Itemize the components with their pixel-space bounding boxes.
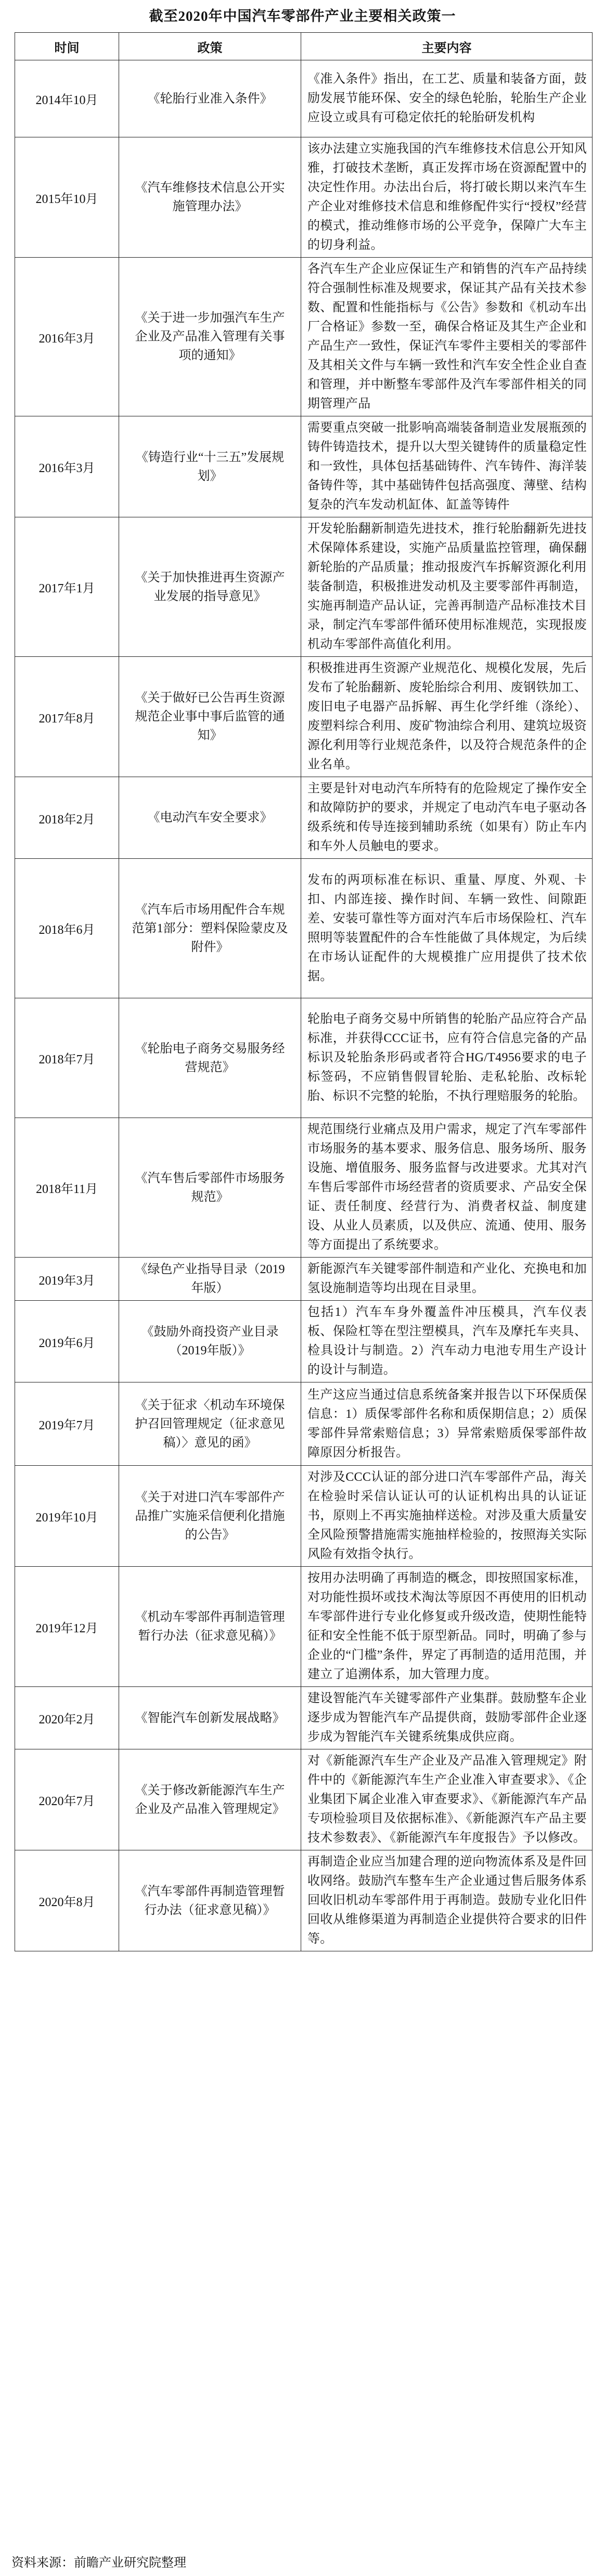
- source-note: 资料来源：前瞻产业研究院整理: [11, 2556, 186, 2570]
- row-policy: 《鼓励外商投资产业目录（2019年版）》: [119, 1301, 301, 1382]
- table-row: [15, 657, 593, 777]
- row-policy: 《汽车后市场用配件合车规范第1部分：塑料保险蒙皮及附件》: [119, 859, 301, 998]
- row-policy: 《汽车零部件再制造管理暂行办法（征求意见稿）》: [119, 1850, 301, 1951]
- table-row: [15, 60, 593, 137]
- row-policy: 《机动车零部件再制造管理暂行办法（征求意见稿）》: [119, 1567, 301, 1687]
- row-time: 2016年3月: [15, 416, 119, 517]
- row-content: 主要是针对电动汽车所特有的危险规定了操作安全和故障防护的要求，并规定了电动汽车电子驱动各级系统和传导连接到辅助系统（如果有）防止车内和车外人员触电的要求。: [301, 777, 593, 859]
- row-time: 2018年6月: [15, 859, 119, 998]
- row-content: 对《新能源汽车生产企业及产品准入管理规定》附件中的《新能源汽车生产企业准入审查要求》、《企业集团下属企业准入审查要求》、《新能源汽车产品专项检验项目及依据标准》、《新能源汽车产品主要技术参数表》、《新能源汽车年度报告》予以修改。: [301, 1749, 593, 1850]
- row-policy: 《绿色产业指导目录（2019年版）: [119, 1258, 301, 1301]
- row-policy: 《电动汽车安全要求》: [119, 777, 301, 859]
- row-time: 2020年7月: [15, 1749, 119, 1850]
- row-time: 2018年2月: [15, 777, 119, 859]
- row-time: 2019年7月: [15, 1382, 119, 1466]
- row-time: 2017年8月: [15, 657, 119, 777]
- table-row: [15, 859, 593, 998]
- row-content: 对涉及CCC认证的部分进口汽车零部件产品，海关在检验时采信认证认可的认证机构出具的认证证书，原则上不再实施抽样送检。对涉及重大质量安全风险预警措施需实施抽样检验的，按照海关实际风险有效指令执行。: [301, 1466, 593, 1567]
- row-policy: 《智能汽车创新发展战略》: [119, 1687, 301, 1749]
- row-content: 按用办法明确了再制造的概念，即按照国家标准，对功能性损坏或技术淘汰等原因不再使用的旧机动车零部件进行专业化修复或升级改造，使期性能特征和安全性能不低于原型新品。同时，明确了参与企业的“门槛”条件，界定了再制造的适用范围，并建立了追溯体系，加大管理力度。: [301, 1567, 593, 1687]
- row-policy: 《关于征求〈机动车环境保护召回管理规定（征求意见稿）〉意见的函》: [119, 1382, 301, 1466]
- table-row: [15, 1567, 593, 1687]
- row-content: 新能源汽车关键零部件制造和产业化、充换电和加氢设施制造等均出现在目录里。: [301, 1258, 593, 1301]
- row-policy: 《汽车维修技术信息公开实施管理办法》: [119, 137, 301, 258]
- row-time: 2019年12月: [15, 1567, 119, 1687]
- row-time: 2014年10月: [15, 60, 119, 137]
- row-content: 该办法建立实施我国的汽车维修技术信息公开知风雅，打破技术垄断，真正发挥市场在资源配置中的决定性作用。办法出台后，将打破长期以来汽车生产企业对维修技术信息和维修配件实行“授权”经营的模式，推动维修市场的公平竞争，保障广大车主的切身利益。: [301, 137, 593, 258]
- table-row: [15, 1466, 593, 1567]
- table-row: [15, 777, 593, 859]
- table-row: [15, 137, 593, 258]
- row-policy: 《轮胎电子商务交易服务经营规范》: [119, 998, 301, 1118]
- row-content: 发布的两项标准在标识、重量、厚度、外观、卡扣、内部连接、操作时间、车辆一致性、间隙距差、安装可靠性等方面对汽车后市场保险杠、汽车照明等装置配件的合车性能做了具体规定，为后续在市场认证配件的大规模推广应用提供了技术依据。: [301, 859, 593, 998]
- header-content: 主要内容: [301, 33, 593, 60]
- header-time: 时间: [15, 33, 119, 60]
- row-time: 2019年3月: [15, 1258, 119, 1301]
- row-policy: 《关于修改新能源汽车生产企业及产品准入管理规定》: [119, 1749, 301, 1850]
- row-policy: 《轮胎行业准入条件》: [119, 60, 301, 137]
- row-content: 开发轮胎翻新制造先进技术，推行轮胎翻新先进技术保障体系建设，实施产品质量监控管理，确保翻新轮胎的产品质量；推动报废汽车拆解资源化利用装备制造，积极推进发动机及主要零部件再制造，实施再制造产品认证，完善再制造产品标准技术目录，制定汽车零部件循环使用标准规范，实现报废机动车零部件高值化利用。: [301, 517, 593, 657]
- row-time: 2016年3月: [15, 258, 119, 416]
- table-row: [15, 1749, 593, 1850]
- row-content: 需要重点突破一批影响高端装备制造业发展瓶颈的铸件铸造技术，提升以大型关键铸件的质量稳定性和一致性，具体包括基础铸件、汽车铸件、海洋装备铸件等，其中基础铸件包括高强度、薄壁、结构复杂的汽车发动机缸体、缸盖等铸件: [301, 416, 593, 517]
- table-row: [15, 1382, 593, 1466]
- row-time: 2018年11月: [15, 1118, 119, 1258]
- row-content: 建设智能汽车关键零部件产业集群。鼓励整车企业逐步成为智能汽车产品提供商，鼓励零部件企业逐步成为智能汽车关键系统集成供应商。: [301, 1687, 593, 1749]
- row-policy: 《关于加快推进再生资源产业发展的指导意见》: [119, 517, 301, 657]
- row-content: 各汽车生产企业应保证生产和销售的汽车产品持续符合强制性标准及规要求，保证其产品有关技术参数、配置和性能指标与《公告》参数和《机动车出厂合格证》参数一至，确保合格证及其生产企业和产品生产一致性，保证汽车零件主要相关的零部件及其相关文件与车辆一致性和汽车安全性企业自查和管理，并中断整车零部件及汽车零部件相关的同期管理产品: [301, 258, 593, 416]
- row-content: 生产这应当通过信息系统备案并报告以下环保质保信息：1）质保零部件名称和质保期信息；2）质保零部件异常索赔信息；3）异常索赔质保零部件故障原因分析报告。: [301, 1382, 593, 1466]
- table-row: [15, 1850, 593, 1951]
- table-row: [15, 517, 593, 657]
- policy-table-wrapper: [15, 32, 592, 1951]
- table-row: [15, 258, 593, 416]
- table-row: [15, 1258, 593, 1301]
- row-time: 2017年1月: [15, 517, 119, 657]
- row-time: 2020年8月: [15, 1850, 119, 1951]
- row-policy: 《铸造行业“十三五”发展规划》: [119, 416, 301, 517]
- row-policy: 《关于做好已公告再生资源规范企业事中事后监管的通知》: [119, 657, 301, 777]
- row-time: 2019年10月: [15, 1466, 119, 1567]
- row-content: 再制造企业应当加建合理的逆向物流体系及是件回收网络。鼓励汽车整车生产企业通过售后服务体系回收旧机动车零部件用于再制造。鼓励专业化旧件回收从维修渠道为再制造企业提供符合要求的旧件等。: [301, 1850, 593, 1951]
- row-content: 积极推进再生资源产业规范化、规模化发展，先后发布了轮胎翻新、废轮胎综合利用、废钢铁加工、废旧电子电器产品拆解、再生化学纤维（涤纶）、废塑料综合利用、废矿物油综合利用、建筑垃圾资源化利用等行业规范条件，以及符合规范条件的企业名单。: [301, 657, 593, 777]
- table-row: [15, 998, 593, 1118]
- document-title: 截至2020年中国汽车零部件产业主要相关政策一: [149, 8, 456, 24]
- policy-table: [15, 32, 593, 1951]
- table-header-row: [15, 33, 593, 60]
- row-policy: 《关于对进口汽车零部件产品推广实施采信便利化措施的公告》: [119, 1466, 301, 1567]
- table-row: [15, 1687, 593, 1749]
- table-body: [15, 60, 593, 1951]
- row-time: 2015年10月: [15, 137, 119, 258]
- row-policy: 《关于进一步加强汽车生产企业及产品准入管理有关事项的通知》: [119, 258, 301, 416]
- row-policy: 《汽车售后零部件市场服务规范》: [119, 1118, 301, 1258]
- row-content: 包括1）汽车车身外覆盖件冲压模具，汽车仪表板、保险杠等在型注塑模具，汽车及摩托车夹具、检具设计与制造。2）汽车动力电池专用生产设计的设计与制造。: [301, 1301, 593, 1382]
- table-row: [15, 1118, 593, 1258]
- row-content: 轮胎电子商务交易中所销售的轮胎产品应符合产品标准，并获得CCC证书，应有符合信息完备的产品标识及轮胎条形码或者符合HG/T4956要求的电子标签码，不应销售假冒轮胎、走私轮胎、改标轮胎、标识不完整的轮胎，不执行理赔服务的轮胎。: [301, 998, 593, 1118]
- row-content: 规范围绕行业痛点及用户需求，规定了汽车零部件市场服务的基本要求、服务信息、服务场所、服务设施、增值服务、服务监督与改进要求。尤其对汽车售后零部件市场经营者的资质要求、产品安全保证、责任制度、经营行为、消费者权益、制度建设、从业人员素质，以及供应、流通、使用、服务等方面提出了系统要求。: [301, 1118, 593, 1258]
- table-row: [15, 416, 593, 517]
- row-time: 2019年6月: [15, 1301, 119, 1382]
- table-row: [15, 1301, 593, 1382]
- row-time: 2018年7月: [15, 998, 119, 1118]
- header-policy: 政策: [119, 33, 301, 60]
- row-content: 《准入条件》指出，在工艺、质量和装备方面，鼓励发展节能环保、安全的绿色轮胎，轮胎生产企业应设立或具有可稳定依托的轮胎研发机构: [301, 60, 593, 137]
- row-time: 2020年2月: [15, 1687, 119, 1749]
